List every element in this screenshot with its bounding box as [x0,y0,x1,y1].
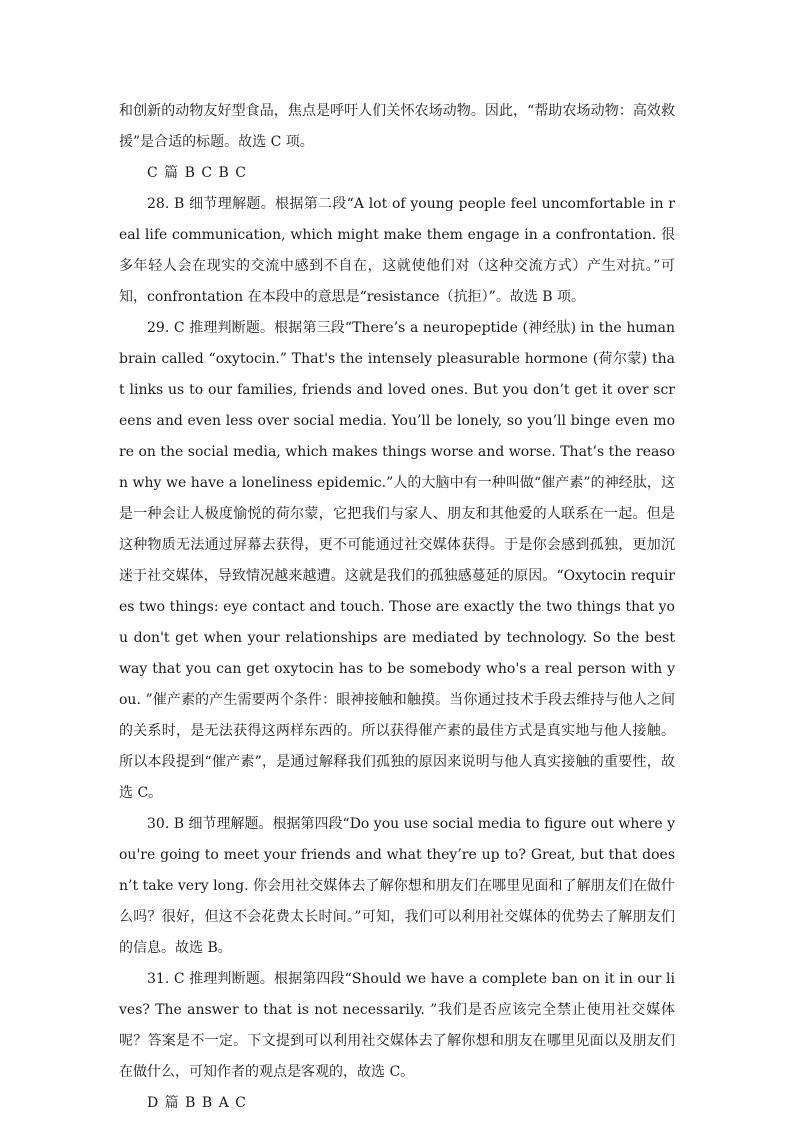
answer-key-page [119,96,675,1119]
section-d-answers: D 篇 B B A C [147,1095,246,1111]
question-31-explanation: 31. C 推理判断题。根据第四段“Should we have a complete ban on it in our lives? The answer to that is not necessarily. ”我们是否应该完全禁止使用社交媒体呢？答案是不一定。下文提到可以利用社交媒体去了解你想和朋友在哪里见面以及朋友们在做什么，可知作者的观点是客观的，故选 C。 [119,971,675,1080]
intro-paragraph: 和创新的动物友好型食品，焦点是呼吁人们关怀农场动物。因此，“帮助农场动物：高效救援”是合适的标题。故选 C 项。 [119,103,675,150]
section-c-answers: C 篇 B C B C [147,165,246,181]
question-29-explanation: 29. C 推理判断题。根据第三段“There’s a neuropeptide (神经肽) in the human brain called “oxytocin.” That's the intensely pleasurable hormone (荷尔蒙) that links us to our families, friends and loved ones. But you don’t get it over screens and even less over social media. You’ll be lonely, so you’ll binge even more on the social media, which makes things worse and worse. That’s the reason why we have a loneliness epidemic.”人的大脑中有一种叫做“催产素”的神经肽，这是一种会让人极度愉悦的荷尔蒙，它把我们与家人、朋友和其他爱的人联系在一起。但是这种物质无法通过屏幕去获得，更不可能通过社交媒体获得。于是你会感到孤独，更加沉迷于社交媒体，导致情况越来越遭。这就是我们的孤独感蔓延的原因。“Oxytocin requires two things: eye contact and touch. Those are exactly the two things that you don't get when your relationships are mediated by technology. So the best way that you can get oxytocin has to be somebody who's a real person with you. ”催产素的产生需要两个条件：眼神接触和触摸。当你通过技术手段去维持与他人之间的关系时，是无法获得这两样东西的。所以获得催产素的最佳方式是真实地与他人接触。所以本段提到“催产素”，是通过解释我们孤独的原因来说明与他人真实接触的重要性，故选 C。 [119,320,675,801]
question-28-explanation: 28. B 细节理解题。根据第二段“A lot of young people feel uncomfortable in real life communication, which might make them engage in a confrontation. 很多年轻人会在现实的交流中感到不自在，这就使他们对（这种交流方式）产生对抗。”可知，confrontation 在本段中的意思是“resistance（抗拒）”。故选 B 项。 [119,196,675,305]
question-30-explanation: 30. B 细节理解题。根据第四段“Do you use social media to figure out where you're going to meet your friends and what they’re up to? Great, but that doesn’t take very long. 你会用社交媒体去了解你想和朋友们在哪里见面和了解朋友们在做什么吗？很好，但这不会花费太长时间。”可知，我们可以利用社交媒体的优势去了解朋友们的信息。故选 B。 [119,816,675,956]
